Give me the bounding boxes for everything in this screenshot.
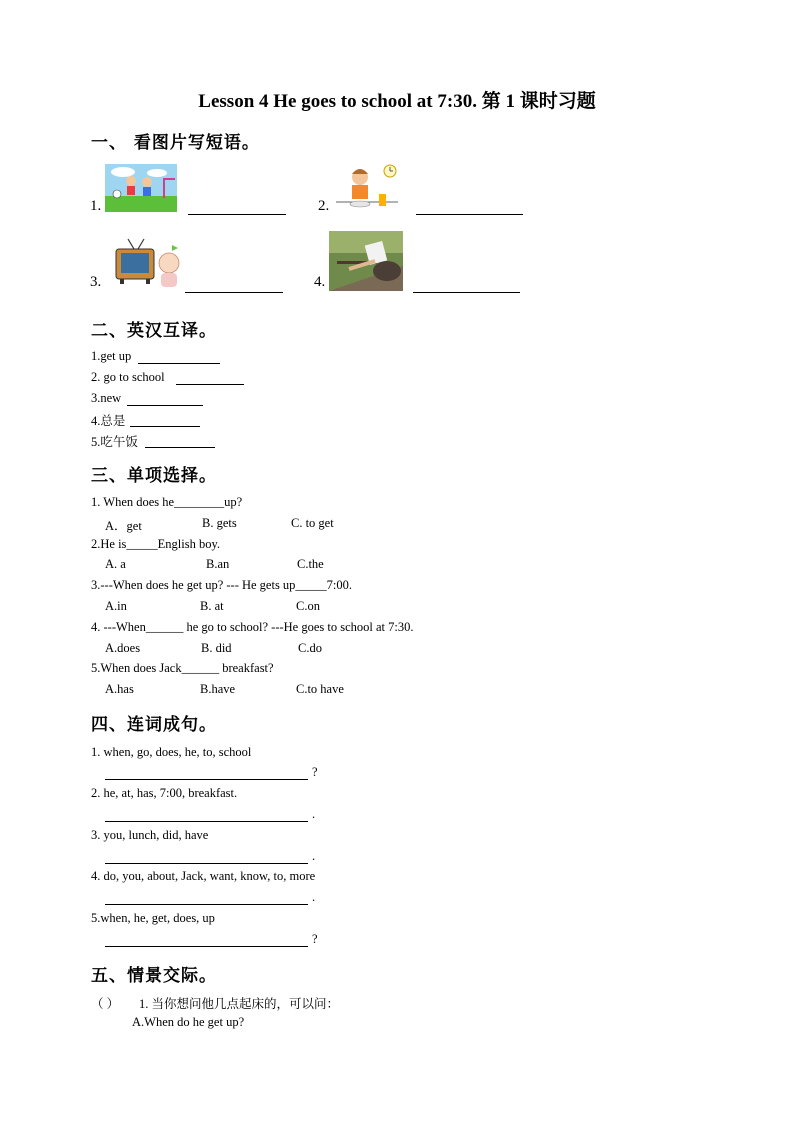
- choice-option-4c[interactable]: C.do: [298, 641, 322, 655]
- choice-question-1: 1. When does he________up?: [91, 495, 243, 509]
- picture-item-2-number: 2.: [318, 198, 330, 214]
- choice-question-3: 3.---When does he get up? --- He gets up_____7:00.: [91, 578, 353, 592]
- choice-question-4: 4. ---When______ he go to school? ---He goes to school at 7:30.: [91, 620, 414, 634]
- reorder-end-mark-3: .: [312, 849, 316, 863]
- translation-answer-line-1[interactable]: [138, 363, 220, 364]
- picture-item-1-number: 1.: [90, 198, 102, 214]
- translation-item-text: 4.总是: [91, 414, 126, 428]
- choice-option-5b[interactable]: B.have: [200, 682, 236, 696]
- reorder-answer-line-5[interactable]: [105, 946, 308, 947]
- choice-option-1b[interactable]: B. gets: [202, 516, 237, 530]
- picture-item-3-number: 3.: [90, 274, 102, 290]
- choice-option-2c[interactable]: C.the: [297, 557, 324, 571]
- situation-question-1: 1. 当你想问他几点起床的，可以问：: [139, 997, 340, 1011]
- answer-line-1[interactable]: [188, 214, 286, 215]
- reorder-answer-line-2[interactable]: [105, 821, 308, 822]
- translation-item-1: [91, 349, 131, 364]
- translation-item-4: [91, 411, 125, 429]
- reorder-end-mark-1: ?: [312, 765, 318, 779]
- picture-item-4-number: 4.: [314, 274, 326, 290]
- answer-line-4[interactable]: [413, 292, 520, 293]
- choice-question-5: 5.When does Jack______ breakfast?: [91, 661, 274, 675]
- translation-item-text: 2. go to school: [91, 370, 165, 384]
- choice-option-4a[interactable]: A.does: [105, 641, 141, 655]
- choice-option-3c[interactable]: C.on: [296, 599, 320, 613]
- reorder-words-2: 2. he, at, has, 7:00, breakfast.: [91, 786, 238, 800]
- page-title: Lesson 4 He goes to school at 7:30. 第 1 课时习题: [198, 91, 596, 112]
- person-reading-book-icon: [329, 231, 403, 291]
- boy-eating-breakfast-icon: [334, 162, 402, 214]
- reorder-end-mark-5: ?: [312, 932, 318, 946]
- translation-answer-line-5[interactable]: [145, 447, 215, 448]
- choice-option-1c[interactable]: C. to get: [291, 516, 334, 530]
- translation-item-5: [91, 432, 138, 450]
- translation-item-text: 3.new: [91, 391, 122, 405]
- children-playing-football-icon: [105, 164, 177, 212]
- reorder-words-5: 5.when, he, get, does, up: [91, 911, 215, 925]
- choice-option-5c[interactable]: C.to have: [296, 682, 344, 696]
- translation-answer-line-3[interactable]: [127, 405, 203, 406]
- choice-option-3a[interactable]: A.in: [105, 599, 127, 613]
- reorder-words-4: 4. do, you, about, Jack, want, know, to, more: [91, 869, 316, 883]
- choice-option-2b[interactable]: B.an: [206, 557, 230, 571]
- section2-heading: 二、英汉互译。: [91, 321, 217, 341]
- translation-item-text: 5.吃午饭: [91, 435, 138, 449]
- situation-option-1a[interactable]: A.When do he get up?: [132, 1015, 245, 1029]
- section1-heading: 一、 看图片写短语。: [91, 133, 260, 153]
- reorder-words-3: 3. you, lunch, did, have: [91, 828, 209, 842]
- situation-answer-paren-1[interactable]: （ ）: [91, 997, 120, 1011]
- choice-option-4b[interactable]: B. did: [201, 641, 232, 655]
- reorder-answer-line-3[interactable]: [105, 863, 308, 864]
- reorder-answer-line-4[interactable]: [105, 904, 308, 905]
- reorder-words-1: 1. when, go, does, he, to, school: [91, 745, 252, 759]
- translation-item-2: [91, 370, 165, 385]
- translation-item-3: [91, 391, 121, 406]
- section4-heading: 四、连词成句。: [91, 715, 217, 735]
- translation-answer-line-4[interactable]: [130, 426, 200, 427]
- translation-answer-line-2[interactable]: [176, 384, 244, 385]
- choice-option-1a[interactable]: A．get: [105, 519, 142, 533]
- answer-line-3[interactable]: [185, 292, 283, 293]
- choice-question-2: 2.He is_____English boy.: [91, 537, 221, 551]
- section3-heading: 三、单项选择。: [91, 466, 217, 486]
- translation-item-text: 1.get up: [91, 349, 132, 363]
- reorder-end-mark-2: .: [312, 807, 316, 821]
- answer-line-2[interactable]: [416, 214, 523, 215]
- section5-heading: 五、情景交际。: [91, 966, 217, 986]
- baby-watching-tv-icon: [106, 235, 184, 290]
- choice-option-2a[interactable]: A. a: [105, 557, 126, 571]
- reorder-answer-line-1[interactable]: [105, 779, 308, 780]
- choice-option-5a[interactable]: A.has: [105, 682, 134, 696]
- choice-option-3b[interactable]: B. at: [200, 599, 224, 613]
- reorder-end-mark-4: .: [312, 890, 316, 904]
